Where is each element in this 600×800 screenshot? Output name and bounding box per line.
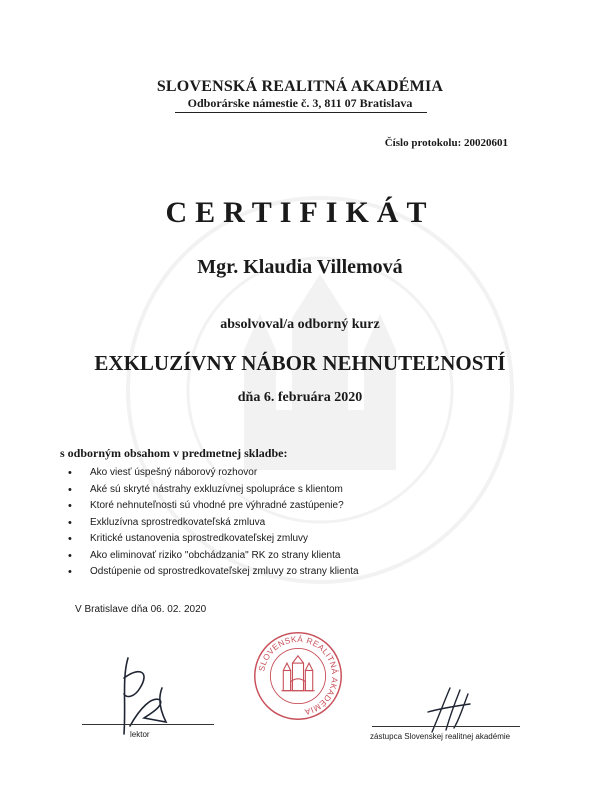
lecturer-label: lektor — [130, 730, 150, 739]
lecturer-signature — [100, 648, 180, 740]
certificate-title: CERTIFIKÁT — [165, 196, 435, 229]
recipient-name: Mgr. Klaudia Villemová — [197, 256, 403, 278]
course-title: EXKLUZÍVNY NÁBOR NEHNUTEĽNOSTÍ — [94, 351, 506, 375]
organization-address: Odborárske námestie č. 3, 811 07 Bratislava — [187, 96, 413, 110]
list-item: • Odstúpenie od sprostredkovateľskej zmluvy zo strany klienta — [60, 564, 359, 581]
topic-list — [60, 465, 359, 581]
stamp-text: SLOVENSKÁ REALITNÁ AKADÉMIA — [257, 634, 340, 717]
place-date: V Bratislave dňa 06. 02. 2020 — [75, 604, 207, 615]
representative-signature-line — [372, 726, 520, 727]
representative-label: zástupca Slovenskej realitnej akadémie — [370, 732, 511, 741]
organization-name: SLOVENSKÁ REALITNÁ AKADÉMIA — [156, 78, 444, 95]
header-divider — [175, 112, 427, 113]
list-item: • Ktoré nehnuteľnosti sú vhodné pre výhradné zastúpenie? — [60, 498, 359, 515]
list-item: • Ako eliminovať riziko "obchádzania" RK zo strany klienta — [60, 548, 359, 565]
completion-statement: absolvoval/a odborný kurz — [220, 317, 380, 332]
svg-text:SLOVENSKÁ REALITNÁ AKADÉMIA — [257, 634, 340, 717]
official-stamp — [252, 630, 344, 722]
protocol-number: Číslo protokolu: 20020601 — [384, 137, 508, 149]
lecturer-signature-line — [82, 724, 214, 725]
course-date: dňa 6. februára 2020 — [237, 390, 363, 405]
content-intro: s odborným obsahom v predmetnej skladbe: — [60, 446, 288, 460]
list-item: • Aké sú skryté nástrahy exkluzívnej spolupráce s klientom — [60, 482, 359, 499]
list-item: • Kritické ustanovenia sprostredkovateľskej zmluvy — [60, 531, 359, 548]
list-item: • Ako viesť úspešný náborový rozhovor — [60, 465, 359, 482]
list-item: • Exkluzívna sprostredkovateľská zmluva — [60, 515, 359, 532]
